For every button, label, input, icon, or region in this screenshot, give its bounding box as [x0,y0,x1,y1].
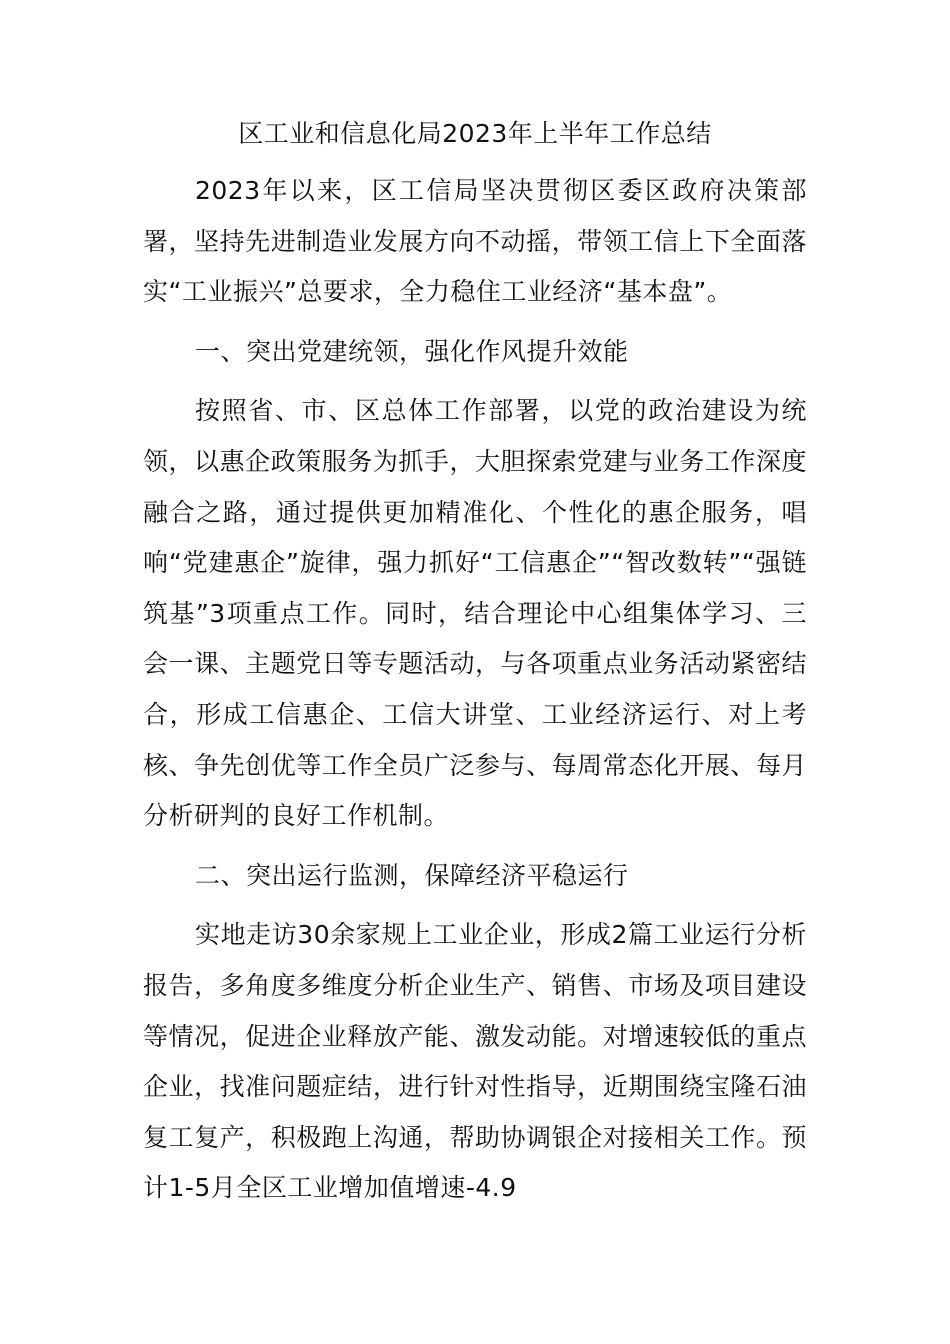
section-2-heading: 二、突出运行监测，保障经济平稳运行 [195,860,629,890]
document-title: 区工业和信息化局2023年上半年工作总结 [238,119,712,148]
document-body [143,112,807,1223]
section-2-body: 实地走访30余家规上工业企业，形成2篇工业运行分析报告，多角度多维度分析企业生产、销售、市场及项目建设等情况，促进企业释放产能、激发动能。对增速较低的重点企业，找准问题症结，进行针对性指导，近期围绕宝隆石油复工复产，积极跑上沟通，帮助协调银企对接相关工作。预计1-5月全区工业增加值增速-4.9 [143,920,807,1203]
section-1-heading: 一、突出党建统领，强化作风提升效能 [195,336,629,366]
section-1-body: 按照省、市、区总体工作部署，以党的政治建设为统领，以惠企政策服务为抓手，大胆探索党建与业务工作深度融合之路，通过提供更加精准化、个性化的惠企服务，唱响“党建惠企”旋律，强力抓好“工信惠企”“智改数转”“强链筑基”3项重点工作。同时，结合理论中心组集体学习、三会一课、主题党日等专题活动，与各项重点业务活动紧密结合，形成工信惠企、工信大讲堂、工业经济运行、对上考核、争先创优等工作全员广泛参与、每周常态化开展、每月分析研判的良好工作机制。 [143,396,807,831]
intro-paragraph: 2023年以来，区工信局坚决贯彻区委区政府决策部署，坚持先进制造业发展方向不动摇，带领工信上下全面落实“工业振兴”总要求，全力稳住工业经济“基本盘”。 [143,176,807,307]
